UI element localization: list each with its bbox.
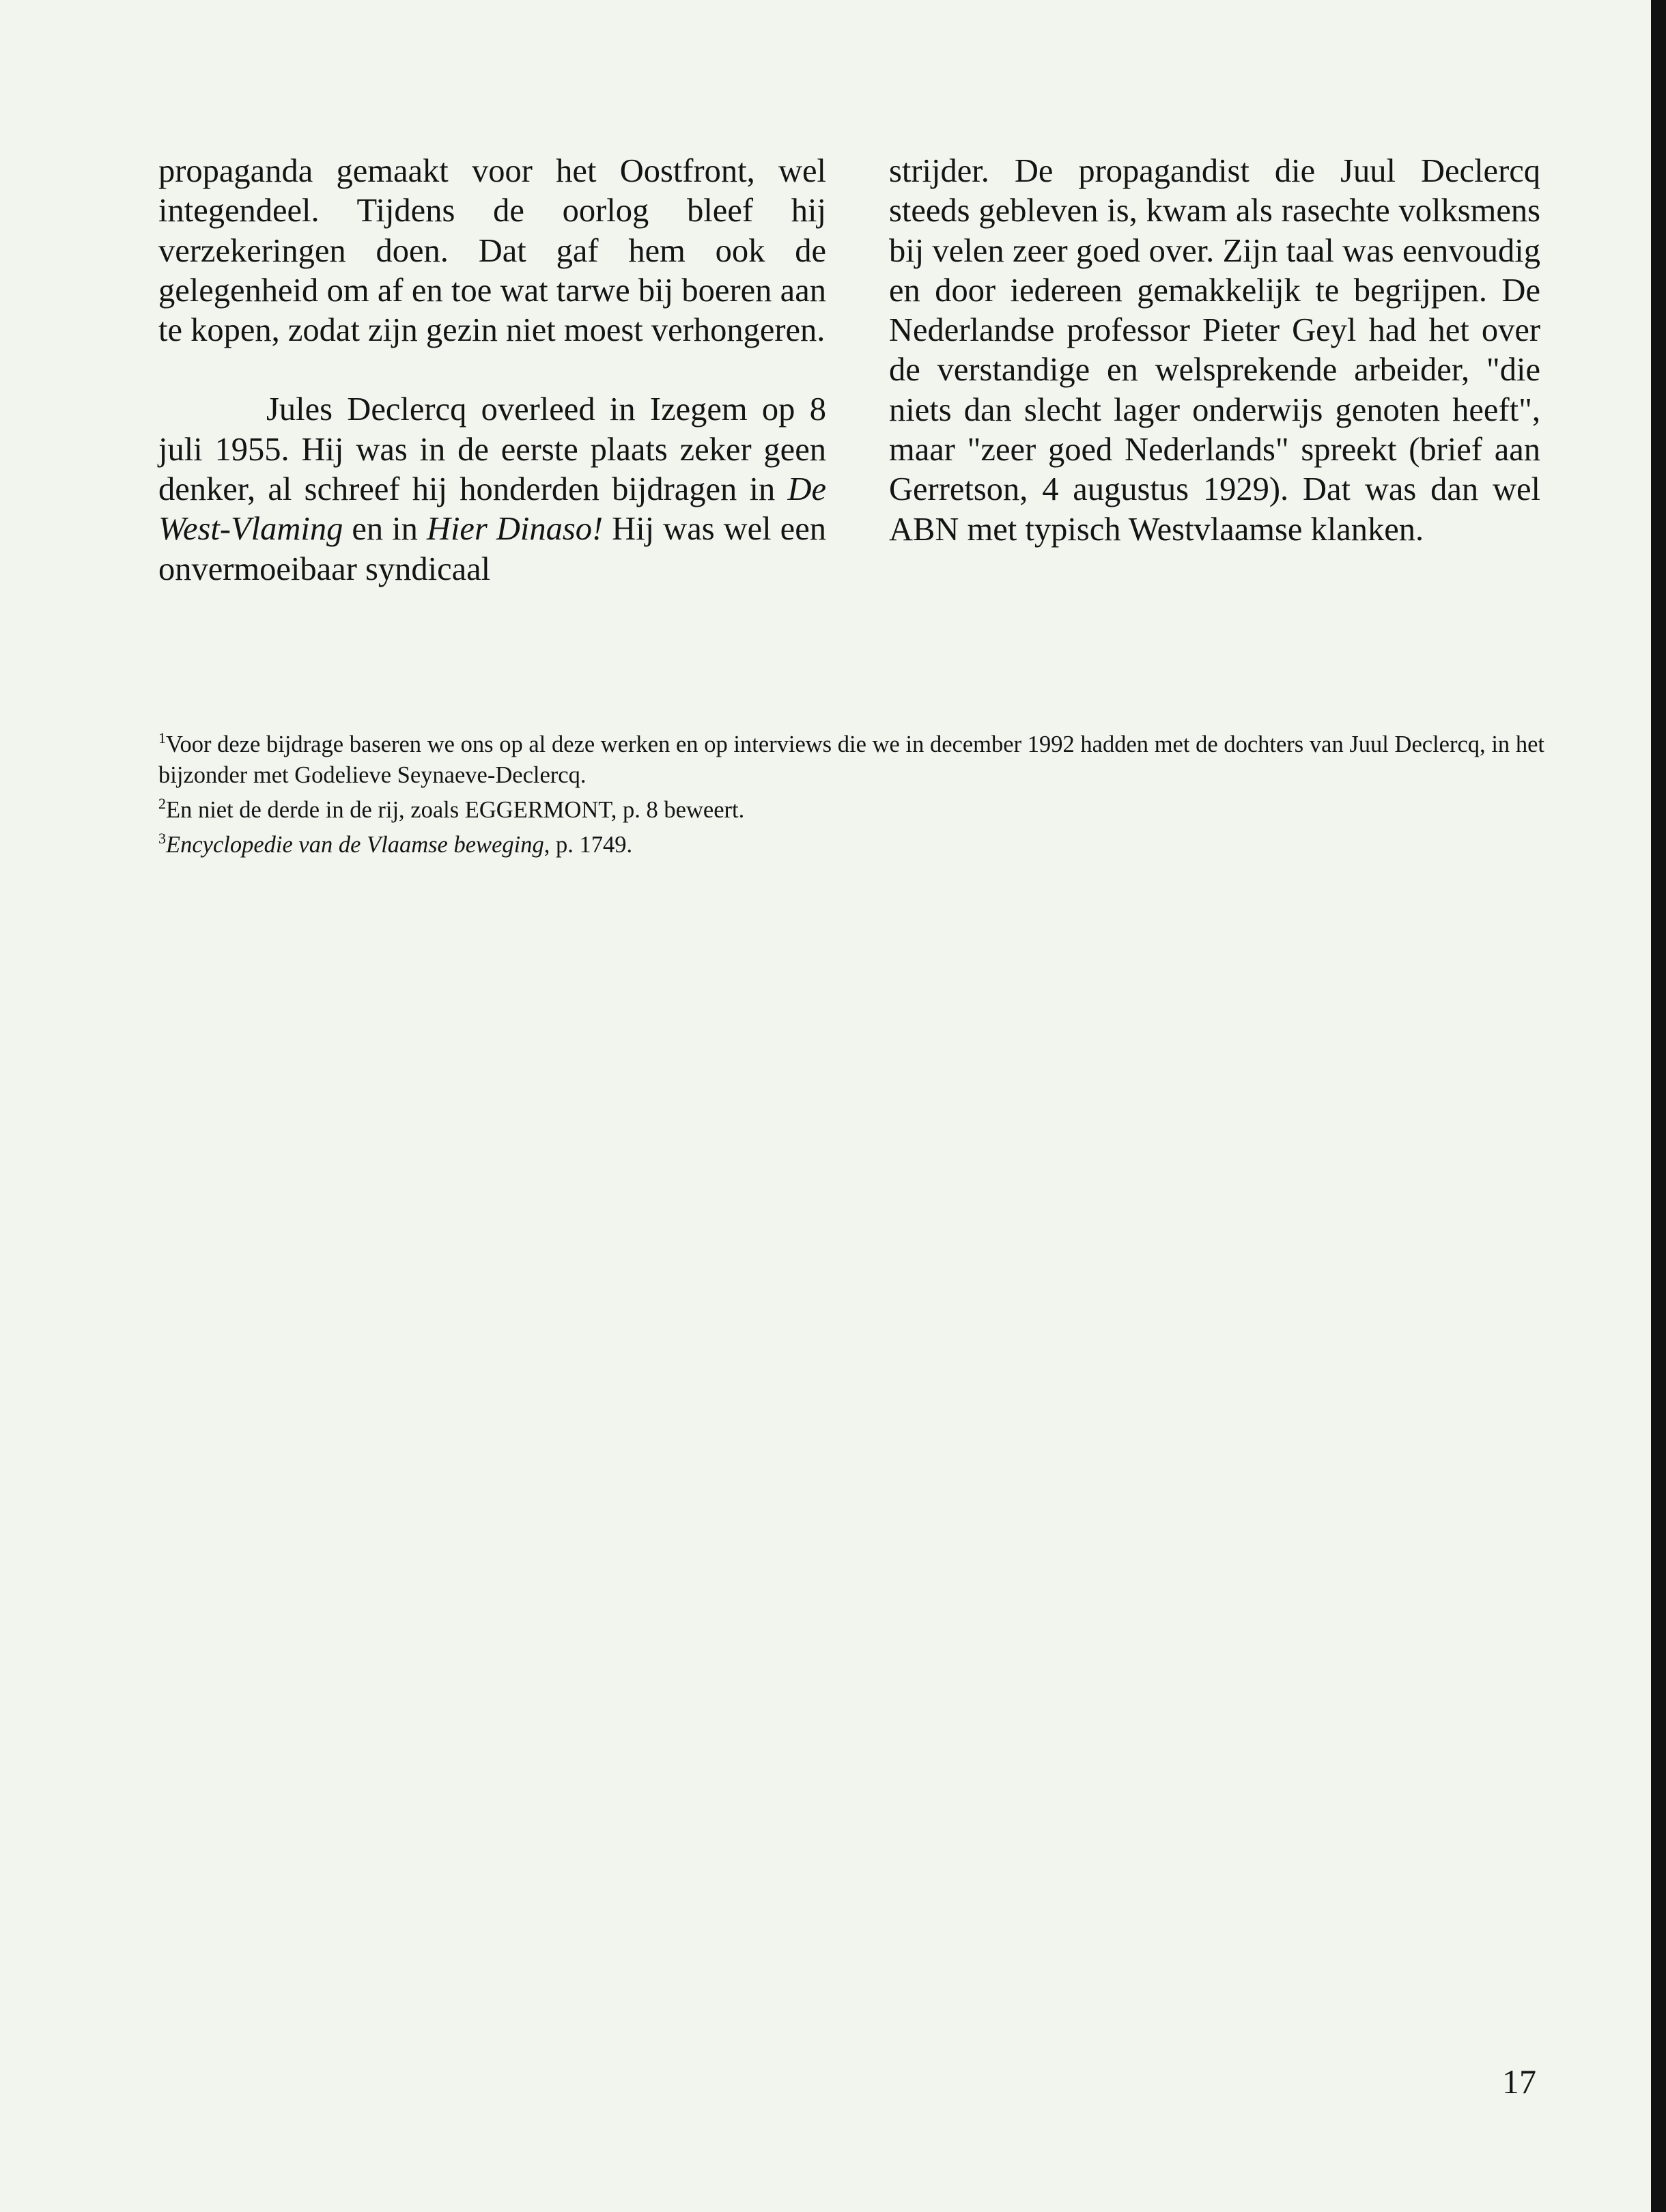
footnote-text: , p. 1749.	[543, 832, 633, 858]
footnote-1	[158, 729, 1544, 791]
left-paragraph-1: propaganda gemaakt voor het Oostfront, wel integendeel. Tijdens de oorlog bleef hij verzekeringen doen. Dat gaf hem ook de gelegenheid om af en toe wat tarwe bij boeren aan te kopen, zodat zijn gezin niet moest verhongeren.	[158, 153, 826, 349]
footnote-marker: 3	[158, 830, 166, 847]
title-de-west-vlaming: De West-Vlaming	[158, 471, 826, 548]
left-paragraph-2-text-b: en in	[343, 511, 427, 548]
right-paragraph-1: strijder. De propagandist die Juul Declercq steeds gebleven is, kwam als rasechte volksmens bij velen zeer goed over. Zijn taal was eenvoudig en door iedereen gemakkelijk te begrijpen. De Nederlandse professor Pieter Geyl had het over de verstandige en welsprekende arbeider, "die niets dan slecht lager onderwijs genoten heeft", maar "zeer goed Nederlands" spreekt (brief aan Gerretson, 4 augustus 1929). Dat was dan wel ABN met typisch Westvlaamse klanken.	[889, 153, 1540, 548]
footnote-text: En niet de derde in de rij, zoals EGGERMONT, p. 8 beweert.	[166, 797, 745, 823]
footnote-title-encyclopedie: Encyclopedie van de Vlaamse beweging	[166, 832, 544, 858]
footnote-text: Voor deze bijdrage baseren we ons op al deze werken en op interviews die we in december 1992 hadden met de dochters van Juul Declercq, in het bijzonder met Godelieve Seynaeve-Declercq.	[158, 731, 1544, 788]
right-column	[889, 152, 1540, 550]
title-hier-dinaso: Hier Dinaso!	[426, 511, 604, 548]
scan-edge	[1651, 0, 1666, 2212]
left-paragraph-2-text-c: Hij was wel een onvermoeibaar syndicaal	[158, 511, 826, 587]
footnote-marker: 2	[158, 795, 166, 812]
left-column	[158, 152, 826, 589]
footnote-2	[158, 795, 1544, 826]
footnotes	[158, 729, 1544, 865]
page-number: 17	[1502, 2062, 1536, 2101]
left-paragraph-2	[158, 390, 826, 589]
footnote-marker: 1	[158, 729, 166, 746]
footnote-3	[158, 830, 1544, 860]
left-paragraph-2-text-a: Jules Declercq overleed in Izegem op 8 juli 1955. Hij was in de eerste plaats zeker geen denker, al schreef hij honderden bijdragen in	[158, 391, 826, 508]
